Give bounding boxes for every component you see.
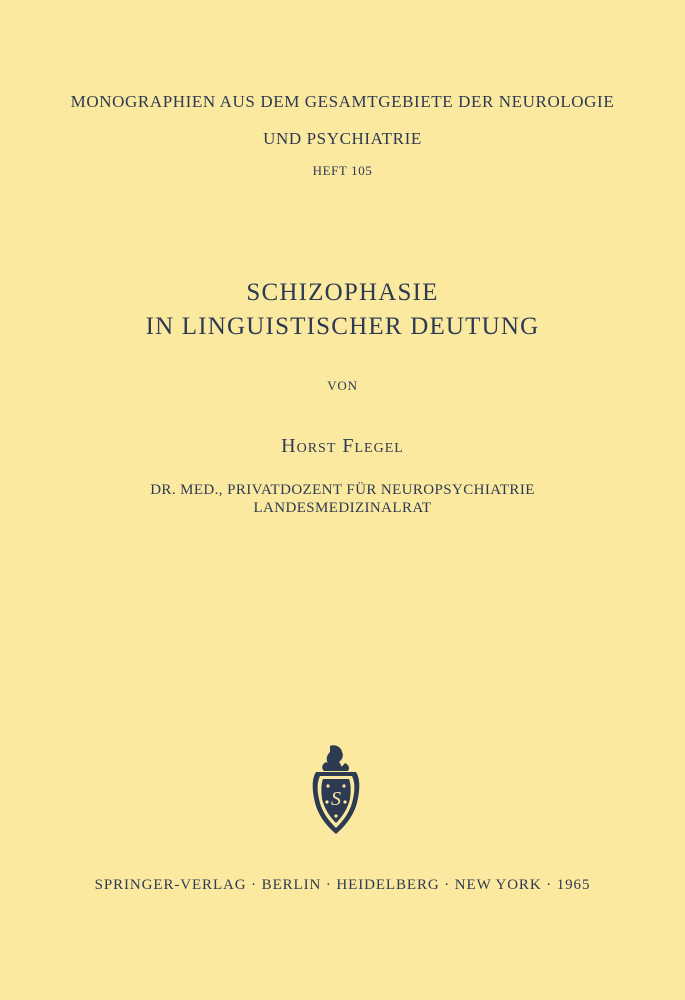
issue-number: HEFT 105 xyxy=(312,163,373,178)
author-credentials-line-2: LANDESMEDIZINALRAT xyxy=(253,500,432,516)
publisher-imprint: SPRINGER-VERLAG · BERLIN · HEIDELBERG · NEW YORK · 1965 xyxy=(94,877,591,893)
series-title-line-2: UND PSYCHIATRIE xyxy=(263,129,422,148)
author-name: Horst Flegel xyxy=(281,435,404,457)
emblem-letter: S xyxy=(331,788,341,810)
by-label: VON xyxy=(327,378,358,393)
book-title-line-2: IN LINGUISTISCHER DEUTUNG xyxy=(145,313,540,340)
author-credentials-line-1: DR. MED., PRIVATDOZENT FÜR NEUROPSYCHIATRIE xyxy=(150,482,535,498)
series-title-line-1: MONOGRAPHIEN AUS DEM GESAMTGEBIETE DER NEUROLOGIE xyxy=(70,92,615,111)
springer-horse-emblem-icon xyxy=(308,744,364,836)
book-title-line-1: SCHIZOPHASIE xyxy=(246,279,439,306)
